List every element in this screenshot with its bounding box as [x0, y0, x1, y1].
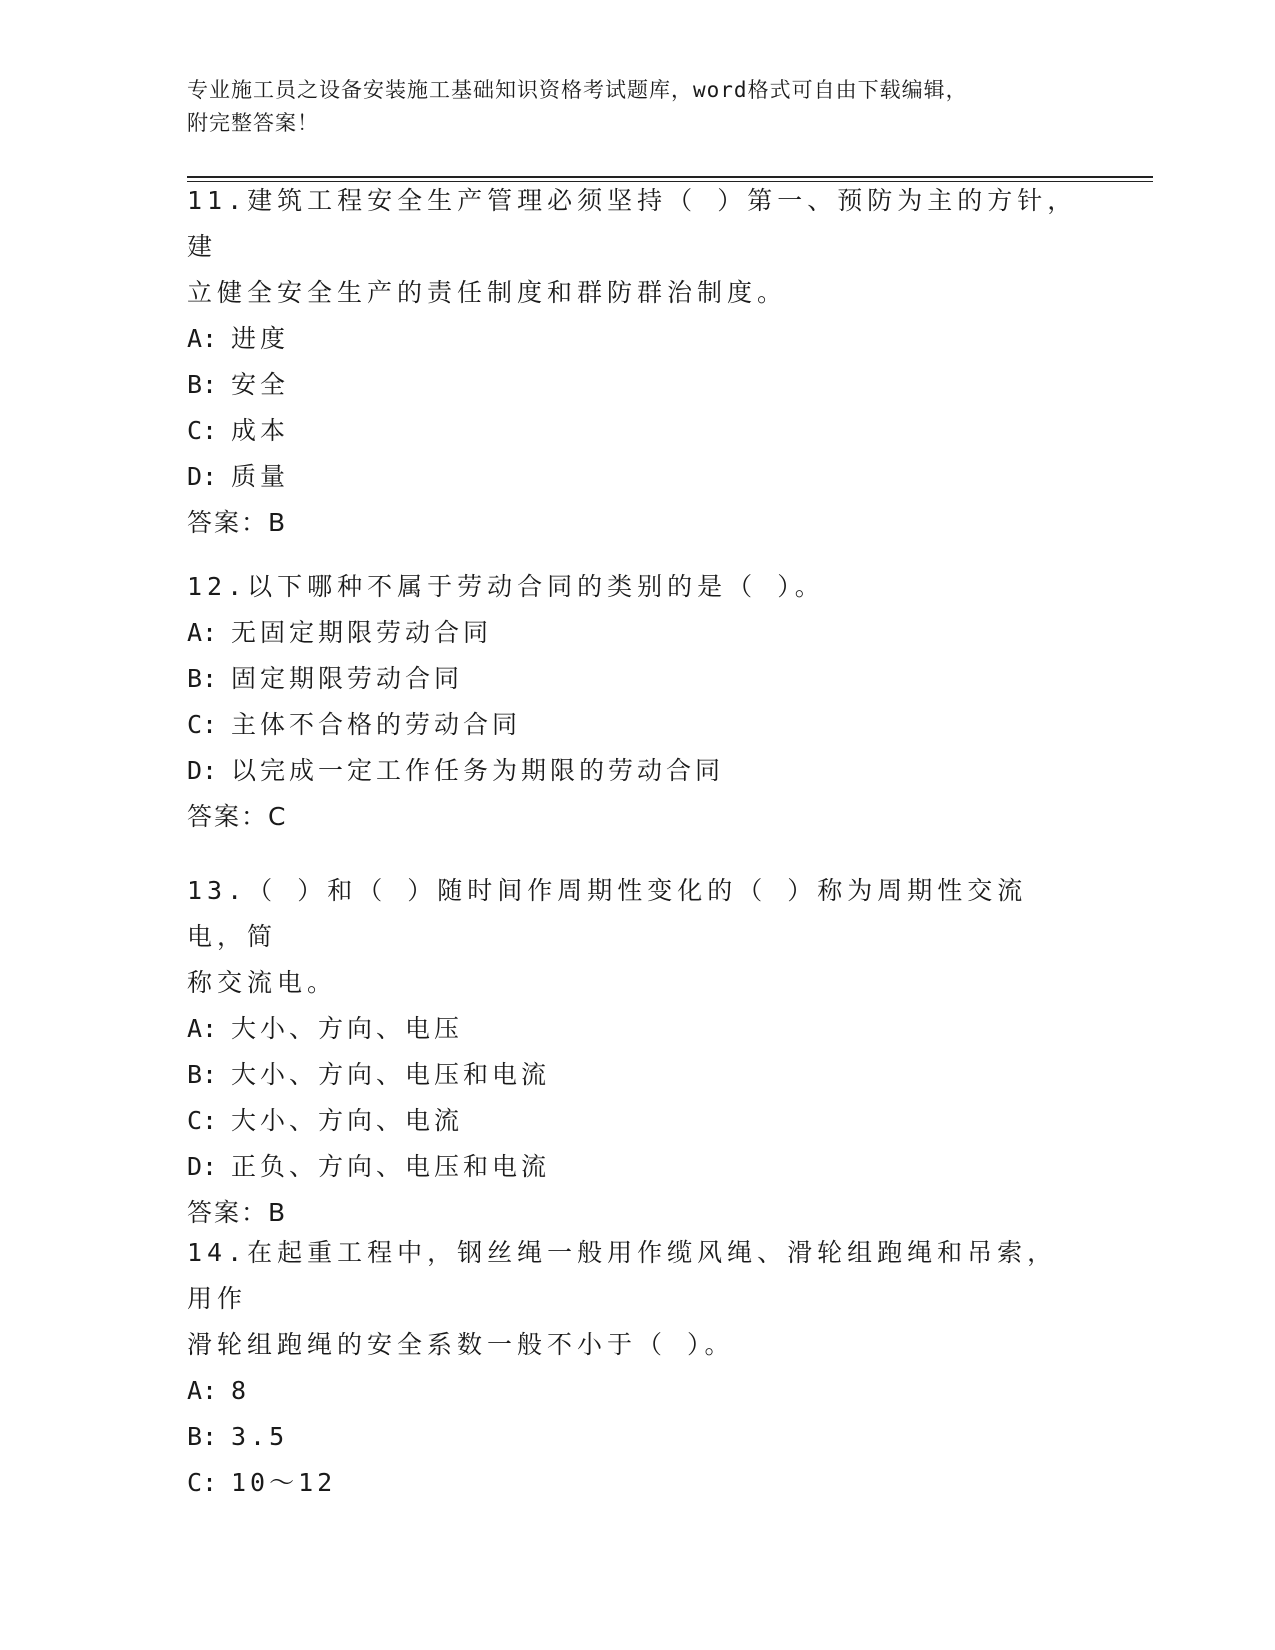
- option-text: 8: [231, 1376, 251, 1405]
- question-12: [187, 564, 1087, 840]
- document-header: [187, 74, 1067, 140]
- option-text: 无固定期限劳动合同: [231, 618, 493, 647]
- option-label: B:: [187, 664, 218, 693]
- option-d: [187, 454, 1087, 500]
- option-c: [187, 702, 1087, 748]
- option-label: C:: [187, 1106, 218, 1135]
- option-d: [187, 1144, 1087, 1190]
- option-label: A:: [187, 1014, 218, 1043]
- option-label: B:: [187, 1060, 218, 1089]
- option-label: C:: [187, 1468, 218, 1497]
- option-d: [187, 748, 1087, 794]
- option-b: [187, 362, 1087, 408]
- option-text: 以完成一定工作任务为期限的劳动合同: [231, 756, 725, 785]
- question-text-line-2: 滑轮组跑绳的安全系数一般不小于（ ）。: [187, 1330, 735, 1359]
- option-label: A:: [187, 1376, 218, 1405]
- option-text: 3.5: [231, 1422, 289, 1451]
- option-label: D:: [187, 756, 218, 785]
- option-text: 安全: [231, 370, 290, 399]
- option-text: 正负、方向、电压和电流: [231, 1152, 551, 1181]
- question-text-line-1: 12.以下哪种不属于劳动合同的类别的是（ ）。: [187, 572, 825, 601]
- option-label: B:: [187, 370, 218, 399]
- option-label: A:: [187, 324, 218, 353]
- option-text: 成本: [231, 416, 290, 445]
- option-b: [187, 656, 1087, 702]
- question-text-line-1: 13.（ ）和（ ）随时间作周期性变化的（ ）称为周期性交流电，简: [187, 876, 1028, 951]
- option-label: A:: [187, 618, 218, 647]
- question-text-line-1: 14.在起重工程中，钢丝绳一般用作缆风绳、滑轮组跑绳和吊索，用作: [187, 1238, 1058, 1313]
- option-text: 主体不合格的劳动合同: [231, 710, 522, 739]
- answer-line: 答案：C: [187, 802, 288, 831]
- option-text: 质量: [231, 462, 290, 491]
- question-11: [187, 178, 1087, 546]
- question-13: [187, 868, 1087, 1236]
- header-line-1: 专业施工员之设备安装施工基础知识资格考试题库，word格式可自由下载编辑，: [187, 78, 968, 102]
- option-c: [187, 408, 1087, 454]
- option-label: C:: [187, 416, 218, 445]
- option-a: [187, 610, 1087, 656]
- option-text: 大小、方向、电压: [231, 1014, 464, 1043]
- option-b: [187, 1052, 1087, 1098]
- option-label: D:: [187, 1152, 218, 1181]
- answer-line: 答案：B: [187, 508, 288, 537]
- option-c: [187, 1098, 1087, 1144]
- option-a: [187, 1006, 1087, 1052]
- option-text: 大小、方向、电压和电流: [231, 1060, 551, 1089]
- option-a: [187, 1368, 1087, 1414]
- option-a: [187, 316, 1087, 362]
- option-label: B:: [187, 1422, 218, 1451]
- header-line-2: 附完整答案！: [187, 111, 319, 135]
- option-text: 大小、方向、电流: [231, 1106, 464, 1135]
- option-c: [187, 1460, 1087, 1506]
- question-text-line-1: 11.建筑工程安全生产管理必须坚持（ ）第一、预防为主的方针，建: [187, 186, 1078, 261]
- option-b: [187, 1414, 1087, 1460]
- option-label: D:: [187, 462, 218, 491]
- answer-line: 答案：B: [187, 1198, 288, 1227]
- option-text: 固定期限劳动合同: [231, 664, 464, 693]
- option-text: 10～12: [231, 1468, 337, 1497]
- option-text: 进度: [231, 324, 290, 353]
- question-14: [187, 1230, 1087, 1506]
- option-label: C:: [187, 710, 218, 739]
- question-text-line-2: 立健全安全生产的责任制度和群防群治制度。: [187, 278, 788, 307]
- question-text-line-2: 称交流电。: [187, 968, 338, 997]
